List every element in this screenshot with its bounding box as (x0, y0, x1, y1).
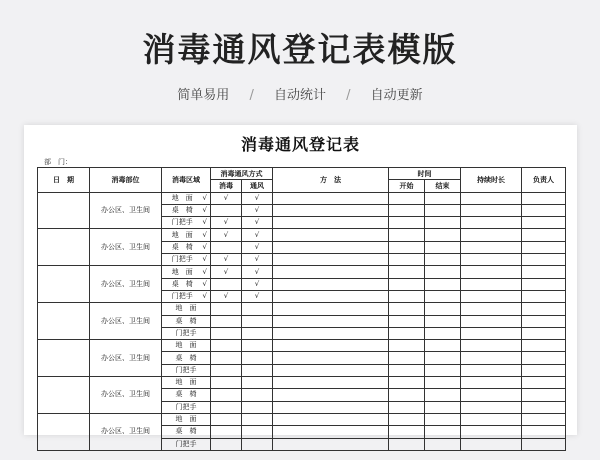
area-label: 门把手 (171, 292, 193, 301)
disinfect-check[interactable] (211, 413, 242, 425)
disinfect-check[interactable] (211, 352, 242, 364)
duration-cell[interactable] (461, 192, 522, 204)
duration-cell[interactable] (461, 254, 522, 266)
method-cell[interactable] (273, 241, 389, 253)
area-cell (162, 290, 211, 302)
date-cell[interactable] (38, 303, 90, 340)
table-row (38, 266, 566, 278)
owner-cell[interactable] (522, 266, 566, 278)
area-cell (162, 303, 211, 315)
owner-cell[interactable] (522, 254, 566, 266)
area-cell (162, 364, 211, 376)
end-cell[interactable] (425, 352, 461, 364)
method-cell[interactable] (273, 266, 389, 278)
ventilate-check[interactable]: √ (242, 278, 273, 290)
owner-cell[interactable] (522, 340, 566, 352)
ventilate-check[interactable]: √ (242, 290, 273, 302)
part-cell: 办公区、卫生间 (90, 303, 162, 340)
ventilate-check[interactable]: √ (242, 229, 273, 241)
area-cell (162, 340, 211, 352)
duration-cell[interactable] (461, 315, 522, 327)
end-cell[interactable] (425, 364, 461, 376)
department-label: 部 门： (44, 158, 72, 166)
disinfect-check[interactable]: √ (211, 229, 242, 241)
method-cell[interactable] (273, 401, 389, 413)
duration-cell[interactable] (461, 303, 522, 315)
page-title: 消毒通风登记表模版 (142, 30, 458, 69)
feature-tags (0, 84, 600, 103)
end-cell[interactable] (425, 340, 461, 352)
owner-cell[interactable] (522, 327, 566, 339)
ventilate-check[interactable]: √ (242, 254, 273, 266)
method-cell[interactable] (273, 217, 389, 229)
duration-cell[interactable] (461, 278, 522, 290)
ventilate-check[interactable]: √ (242, 204, 273, 216)
disinfect-check[interactable] (211, 401, 242, 413)
disinfect-check[interactable] (211, 438, 242, 450)
part-cell: 办公区、卫生间 (90, 229, 162, 266)
method-cell[interactable] (273, 327, 389, 339)
ventilate-check[interactable] (242, 377, 273, 389)
area-cell (162, 278, 211, 290)
method-cell[interactable] (273, 413, 389, 425)
area-cell (162, 254, 211, 266)
duration-cell[interactable] (461, 241, 522, 253)
area-check-mark[interactable]: √ (202, 255, 207, 264)
start-cell[interactable] (389, 266, 425, 278)
duration-cell[interactable] (461, 401, 522, 413)
method-cell[interactable] (273, 229, 389, 241)
duration-cell[interactable] (461, 340, 522, 352)
table-row (38, 229, 566, 241)
ventilate-check[interactable]: √ (242, 241, 273, 253)
area-label: 地 面 (171, 193, 193, 202)
end-cell[interactable] (425, 217, 461, 229)
owner-cell[interactable] (522, 278, 566, 290)
disinfect-check[interactable] (211, 340, 242, 352)
area-check-mark[interactable]: √ (202, 206, 207, 215)
ventilate-check[interactable] (242, 413, 273, 425)
start-cell[interactable] (389, 192, 425, 204)
feature-tag: 自动统计 (273, 88, 326, 103)
method-cell[interactable] (273, 192, 389, 204)
owner-cell[interactable] (522, 389, 566, 401)
table-row (38, 377, 566, 389)
ventilate-check[interactable] (242, 364, 273, 376)
start-cell[interactable] (389, 315, 425, 327)
owner-cell[interactable] (522, 413, 566, 425)
start-cell[interactable] (389, 438, 425, 450)
disinfect-check[interactable] (211, 377, 242, 389)
disinfect-check[interactable] (211, 241, 242, 253)
ventilate-check[interactable] (242, 401, 273, 413)
owner-cell[interactable] (522, 204, 566, 216)
start-cell[interactable] (389, 217, 425, 229)
duration-cell[interactable] (461, 217, 522, 229)
end-cell[interactable] (425, 438, 461, 450)
area-label: 地 面 (175, 378, 197, 387)
area-check-mark[interactable]: √ (202, 218, 207, 227)
area-cell (162, 389, 211, 401)
start-cell[interactable] (389, 204, 425, 216)
area-cell (162, 266, 211, 278)
disinfect-check[interactable] (211, 364, 242, 376)
method-cell[interactable] (273, 290, 389, 302)
area-check-mark[interactable]: √ (202, 242, 207, 251)
area-label: 地 面 (175, 415, 197, 424)
duration-cell[interactable] (461, 426, 522, 438)
header-part: 消毒部位 (90, 168, 162, 193)
header-end: 结束 (425, 180, 461, 192)
date-cell[interactable] (38, 340, 90, 377)
owner-cell[interactable] (522, 364, 566, 376)
start-cell[interactable] (389, 254, 425, 266)
owner-cell[interactable] (522, 315, 566, 327)
start-cell[interactable] (389, 377, 425, 389)
area-label: 桌 椅 (175, 316, 197, 325)
area-label: 桌 椅 (175, 427, 197, 436)
form-sheet (24, 125, 577, 448)
area-label: 地 面 (171, 230, 193, 239)
duration-cell[interactable] (461, 352, 522, 364)
method-cell[interactable] (273, 278, 389, 290)
method-cell[interactable] (273, 303, 389, 315)
end-cell[interactable] (425, 229, 461, 241)
form-title: 消毒通风登记表 (240, 135, 360, 154)
header-ventilate: 通风 (242, 180, 273, 192)
area-cell (162, 401, 211, 413)
header-owner: 负责人 (522, 168, 566, 193)
end-cell[interactable] (425, 192, 461, 204)
owner-cell[interactable] (522, 303, 566, 315)
area-cell (162, 413, 211, 425)
register-table (37, 167, 566, 451)
area-label: 桌 椅 (175, 390, 197, 399)
disinfect-check[interactable]: √ (211, 192, 242, 204)
end-cell[interactable] (425, 266, 461, 278)
area-label: 桌 椅 (175, 353, 197, 362)
end-cell[interactable] (425, 389, 461, 401)
header-area: 消毒区域 (162, 168, 211, 193)
area-cell (162, 377, 211, 389)
area-check-mark[interactable]: √ (202, 230, 207, 239)
end-cell[interactable] (425, 204, 461, 216)
area-cell (162, 438, 211, 450)
ventilate-check[interactable] (242, 426, 273, 438)
end-cell[interactable] (425, 426, 461, 438)
owner-cell[interactable] (522, 229, 566, 241)
area-label: 桌 椅 (171, 279, 193, 288)
start-cell[interactable] (389, 364, 425, 376)
ventilate-check[interactable] (242, 438, 273, 450)
area-check-mark[interactable]: √ (202, 267, 207, 276)
part-cell: 办公区、卫生间 (90, 266, 162, 303)
date-cell[interactable] (38, 266, 90, 303)
table-row (38, 340, 566, 352)
method-cell[interactable] (273, 254, 389, 266)
start-cell[interactable] (389, 340, 425, 352)
date-cell[interactable] (38, 413, 90, 450)
disinfect-check[interactable] (211, 389, 242, 401)
tag-separator: / (249, 88, 254, 103)
method-cell[interactable] (273, 377, 389, 389)
method-cell[interactable] (273, 204, 389, 216)
date-cell[interactable] (38, 192, 90, 229)
owner-cell[interactable] (522, 401, 566, 413)
area-cell (162, 229, 211, 241)
start-cell[interactable] (389, 327, 425, 339)
header-start: 开始 (389, 180, 425, 192)
tag-separator: / (346, 88, 351, 103)
date-cell[interactable] (38, 229, 90, 266)
owner-cell[interactable] (522, 377, 566, 389)
area-label: 门把手 (175, 329, 197, 337)
disinfect-check[interactable] (211, 426, 242, 438)
end-cell[interactable] (425, 413, 461, 425)
ventilate-check[interactable] (242, 327, 273, 339)
area-check-mark[interactable]: √ (202, 279, 207, 288)
duration-cell[interactable] (461, 266, 522, 278)
duration-cell[interactable] (461, 389, 522, 401)
ventilate-check[interactable]: √ (242, 192, 273, 204)
end-cell[interactable] (425, 303, 461, 315)
duration-cell[interactable] (461, 327, 522, 339)
owner-cell[interactable] (522, 192, 566, 204)
header-date: 日 期 (38, 168, 90, 193)
ventilate-check[interactable] (242, 303, 273, 315)
ventilate-check[interactable] (242, 315, 273, 327)
part-cell: 办公区、卫生间 (90, 377, 162, 414)
start-cell[interactable] (389, 290, 425, 302)
start-cell[interactable] (389, 426, 425, 438)
part-cell: 办公区、卫生间 (90, 413, 162, 450)
duration-cell[interactable] (461, 364, 522, 376)
owner-cell[interactable] (522, 352, 566, 364)
area-label: 门把手 (175, 439, 197, 448)
start-cell[interactable] (389, 241, 425, 253)
owner-cell[interactable] (522, 217, 566, 229)
disinfect-check[interactable]: √ (211, 254, 242, 266)
area-label: 地 面 (175, 341, 197, 350)
start-cell[interactable] (389, 413, 425, 425)
table-row (38, 413, 566, 425)
duration-cell[interactable] (461, 204, 522, 216)
start-cell[interactable] (389, 352, 425, 364)
method-cell[interactable] (273, 364, 389, 376)
area-label: 桌 椅 (171, 242, 193, 251)
owner-cell[interactable] (522, 438, 566, 450)
end-cell[interactable] (425, 377, 461, 389)
start-cell[interactable] (389, 401, 425, 413)
area-cell (162, 192, 211, 204)
end-cell[interactable] (425, 290, 461, 302)
duration-cell[interactable] (461, 290, 522, 302)
area-check-mark[interactable]: √ (202, 193, 207, 202)
duration-cell[interactable] (461, 377, 522, 389)
ventilate-check[interactable] (242, 340, 273, 352)
ventilate-check[interactable]: √ (242, 217, 273, 229)
header-time: 时间 (389, 168, 461, 180)
area-cell (162, 241, 211, 253)
end-cell[interactable] (425, 254, 461, 266)
area-label: 门把手 (175, 365, 197, 374)
end-cell[interactable] (425, 278, 461, 290)
area-check-mark[interactable]: √ (202, 292, 207, 301)
header-mode: 消毒通风方式 (211, 168, 273, 180)
method-cell[interactable] (273, 426, 389, 438)
method-cell[interactable] (273, 340, 389, 352)
start-cell[interactable] (389, 303, 425, 315)
table-row (38, 192, 566, 204)
area-cell (162, 315, 211, 327)
part-cell: 办公区、卫生间 (90, 340, 162, 377)
feature-tag: 简单易用 (177, 88, 230, 103)
table-row (38, 303, 566, 315)
disinfect-check[interactable]: √ (211, 290, 242, 302)
area-cell (162, 204, 211, 216)
header-method: 方 法 (273, 168, 389, 193)
area-label: 门把手 (175, 402, 197, 411)
duration-cell[interactable] (461, 229, 522, 241)
area-label: 桌 椅 (171, 206, 193, 215)
header-disinfect: 消毒 (211, 180, 242, 192)
area-cell (162, 426, 211, 438)
duration-cell[interactable] (461, 438, 522, 450)
owner-cell[interactable] (522, 426, 566, 438)
header-duration: 持续时长 (461, 168, 522, 193)
start-cell[interactable] (389, 229, 425, 241)
method-cell[interactable] (273, 438, 389, 450)
area-cell (162, 217, 211, 229)
method-cell[interactable] (273, 352, 389, 364)
register-body (38, 192, 566, 450)
disinfect-check[interactable]: √ (211, 266, 242, 278)
start-cell[interactable] (389, 278, 425, 290)
disinfect-check[interactable] (211, 278, 242, 290)
duration-cell[interactable] (461, 413, 522, 425)
end-cell[interactable] (425, 315, 461, 327)
method-cell[interactable] (273, 389, 389, 401)
ventilate-check[interactable]: √ (242, 266, 273, 278)
end-cell[interactable] (425, 401, 461, 413)
part-cell: 办公区、卫生间 (90, 192, 162, 229)
disinfect-check[interactable] (211, 315, 242, 327)
date-cell[interactable] (38, 377, 90, 414)
disinfect-check[interactable] (211, 303, 242, 315)
end-cell[interactable] (425, 327, 461, 339)
owner-cell[interactable] (522, 290, 566, 302)
area-cell (162, 352, 211, 364)
area-label: 地 面 (171, 267, 193, 276)
end-cell[interactable] (425, 241, 461, 253)
owner-cell[interactable] (522, 241, 566, 253)
disinfect-check[interactable] (211, 204, 242, 216)
ventilate-check[interactable] (242, 352, 273, 364)
area-label: 门把手 (171, 218, 193, 227)
disinfect-check[interactable] (211, 327, 242, 339)
disinfect-check[interactable]: √ (211, 217, 242, 229)
area-label: 门把手 (171, 255, 193, 264)
ventilate-check[interactable] (242, 389, 273, 401)
feature-tag: 自动更新 (370, 88, 423, 103)
area-cell (162, 327, 211, 339)
start-cell[interactable] (389, 389, 425, 401)
area-label: 地 面 (175, 304, 197, 313)
method-cell[interactable] (273, 315, 389, 327)
